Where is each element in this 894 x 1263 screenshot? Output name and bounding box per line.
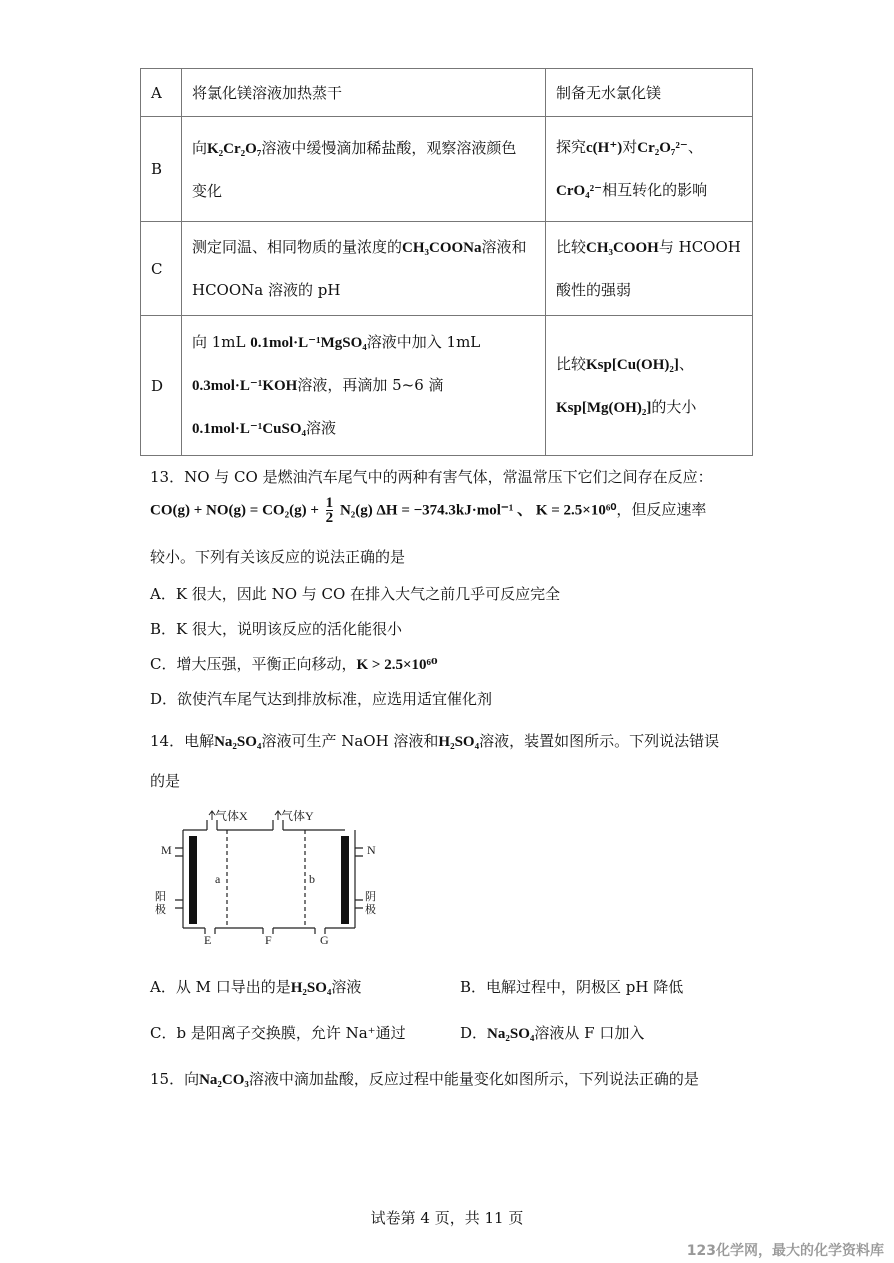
- q13-option-a[interactable]: A．K 很大，因此 NO 与 CO 在排入大气之前几乎可反应完全: [150, 585, 561, 603]
- port-n-label: N: [367, 843, 376, 857]
- row-label: D: [141, 316, 182, 456]
- page-footer: 试卷第 4 页，共 11 页: [370, 1209, 524, 1227]
- q13-option-b[interactable]: B．K 很大，说明该反应的活化能很小: [150, 620, 402, 638]
- purpose-cell: 制备无水氯化镁: [546, 69, 753, 117]
- q14-option-d[interactable]: D．Na₂SO₄溶液从 F 口加入: [460, 1024, 645, 1042]
- row-label: A: [141, 69, 182, 117]
- operation-cell: 向 1mL 0.1mol·L⁻¹MgSO₄溶液中加入 1mL 0.3mol·L⁻¹KOH溶液，再滴加 5~6 滴 0.1mol·L⁻¹CuSO₄溶液: [182, 316, 546, 456]
- q14-option-a[interactable]: A．从 M 口导出的是H₂SO₄溶液: [150, 978, 362, 996]
- table-row: [141, 316, 753, 456]
- purpose-cell: 比较Ksp[Cu(OH)₂]、 Ksp[Mg(OH)₂]的大小: [546, 316, 753, 456]
- table-row: [141, 222, 753, 316]
- q13-option-d[interactable]: D．欲使汽车尾气达到排放标准，应选用适宜催化剂: [150, 690, 493, 708]
- port-m-label: M: [161, 843, 172, 857]
- experiment-table: [140, 68, 753, 456]
- row-label: C: [141, 222, 182, 316]
- gas-y-label: 气体Y: [281, 809, 314, 823]
- table-row: [141, 69, 753, 117]
- anode-label: 阳极: [155, 890, 166, 916]
- membrane-b-label: b: [309, 872, 315, 886]
- membrane-a-label: a: [215, 872, 221, 886]
- q13-equation: CO(g) + NO(g) = CO₂(g) + $\frac{1}{2}$ N₂(g) ΔH = −374.3kJ·mol⁻¹ 、 K = 2.5×10⁶⁰，但反应速率: [150, 495, 707, 526]
- q13-stem: 13．NO 与 CO 是燃油汽车尾气中的两种有害气体，常温常压下它们之间存在反应：: [150, 468, 713, 486]
- gas-x-label: 气体X: [215, 809, 248, 823]
- q13-stem-2: 较小。下列有关该反应的说法正确的是: [150, 548, 406, 566]
- fraction: $\frac{1}{2}$: [325, 495, 334, 526]
- operation-cell: 测定同温、相同物质的量浓度的CH₃COONa溶液和 HCOONa 溶液的 pH: [182, 222, 546, 316]
- port-g-label: G: [320, 933, 329, 947]
- operation-cell: 将氯化镁溶液加热蒸干: [182, 69, 546, 117]
- q14-option-c[interactable]: C．b 是阳离子交换膜，允许 Na⁺通过: [150, 1024, 406, 1042]
- port-f-label: F: [265, 933, 272, 947]
- operation-cell: 向K₂Cr₂O₇溶液中缓慢滴加稀盐酸，观察溶液颜色 变化: [182, 117, 546, 222]
- purpose-cell: 探究c(H⁺)对Cr₂O₇²⁻、 CrO₄²⁻相互转化的影响: [546, 117, 753, 222]
- q13-option-c[interactable]: C．增大压强，平衡正向移动，K > 2.5×10⁶⁰: [150, 655, 438, 673]
- electrolysis-cell-diagram: [155, 808, 385, 948]
- cathode-label: 阴极: [365, 890, 376, 916]
- q14-stem: 14．电解Na₂SO₄溶液可生产 NaOH 溶液和H₂SO₄溶液，装置如图所示。下列说法错误: [150, 732, 720, 750]
- port-e-label: E: [204, 933, 212, 947]
- q14-stem-2: 的是: [150, 772, 181, 790]
- purpose-cell: 比较CH₃COOH与 HCOOH 酸性的强弱: [546, 222, 753, 316]
- watermark: 123化学网，最大的化学资料库: [686, 1243, 884, 1259]
- table-row: [141, 117, 753, 222]
- row-label: B: [141, 117, 182, 222]
- q14-option-b[interactable]: B．电解过程中，阴极区 pH 降低: [460, 978, 684, 996]
- q15-stem: 15．向Na₂CO₃溶液中滴加盐酸，反应过程中能量变化如图所示，下列说法正确的是: [150, 1070, 699, 1088]
